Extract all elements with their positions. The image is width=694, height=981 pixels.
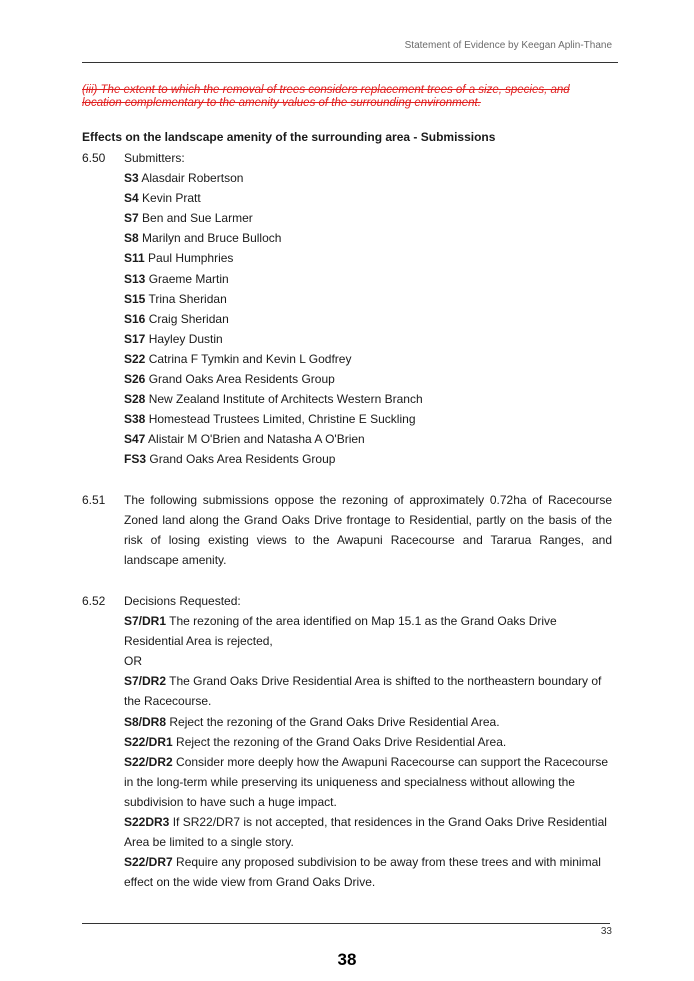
submitter-code: S3 <box>124 171 139 186</box>
submitter-name: Trina Sheridan <box>148 291 227 306</box>
paragraph-number: 6.51 <box>82 493 106 507</box>
paragraph-number: 6.50 <box>82 151 106 165</box>
submitter-item <box>124 329 612 349</box>
submitter-name: Grand Oaks Area Residents Group <box>149 452 336 467</box>
decision-text: The Grand Oaks Drive Residential Area is shifted to the northeastern boundary of the Racecourse. <box>124 674 602 709</box>
decision-item <box>124 812 612 852</box>
submitter-code: S13 <box>124 271 146 286</box>
submitter-name: Paul Humphries <box>148 251 234 266</box>
submitter-item <box>124 228 612 248</box>
submitter-item <box>124 309 612 329</box>
page-stamp-number: 38 <box>337 950 357 969</box>
paragraph-body <box>124 591 612 892</box>
decision-code: S7/DR2 <box>124 674 167 689</box>
paragraph-number: 6.52 <box>82 594 106 608</box>
submitter-name: New Zealand Institute of Architects Western Branch <box>148 392 423 407</box>
decision-code: S22/DR7 <box>124 855 173 870</box>
submitter-name: Grand Oaks Area Residents Group <box>148 372 335 387</box>
submitter-name: Graeme Martin <box>148 271 229 286</box>
decision-text: Require any proposed subdivision to be away from these trees and with minimal effect on the wide view from Grand Oaks Drive. <box>124 855 601 890</box>
decision-item <box>124 712 612 732</box>
submitter-list <box>124 168 612 469</box>
decision-code: S22/DR1 <box>124 734 173 749</box>
submitter-code: S11 <box>124 251 145 266</box>
submitter-item <box>124 168 612 188</box>
deleted-text: (iii) The extent to which the removal of trees considers replacement trees of a size, species, and location complementary to the amenity values of the surrounding environment. <box>82 84 570 109</box>
submitter-name: Alasdair Robertson <box>141 171 244 186</box>
submitter-code: S4 <box>124 191 139 206</box>
paragraph-label: Submitters: <box>124 151 185 165</box>
decision-code: S22/DR2 <box>124 754 173 769</box>
decision-text: OR <box>124 654 142 669</box>
submitter-code: S16 <box>124 311 146 326</box>
decision-code: S22DR3 <box>124 815 170 830</box>
footer-rule <box>82 923 610 924</box>
submitter-item <box>124 208 612 228</box>
section-heading: Effects on the landscape amenity of the surrounding area - Submissions <box>82 130 496 144</box>
submitter-name: Kevin Pratt <box>142 191 201 206</box>
decision-item <box>124 852 612 892</box>
decision-text: The rezoning of the area identified on Map 15.1 as the Grand Oaks Drive Residential Area is rejected, <box>124 614 557 649</box>
decision-code: S7/DR1 <box>124 614 167 629</box>
submitter-name: Catrina F Tymkin and Kevin L Godfrey <box>148 351 352 366</box>
submitter-item <box>124 369 612 389</box>
submitter-code: S28 <box>124 392 146 407</box>
paragraph-body: The following submissions oppose the rezoning of approximately 0.72ha of Racecourse Zoned land along the Grand Oaks Drive frontage to Residential, partly on the basis of the risk of losing existing views to the Awapuni Racecourse and Tararua Ranges, and landscape amenity. <box>124 493 612 568</box>
decision-item <box>124 752 612 812</box>
paragraph-label: Decisions Requested: <box>124 594 241 608</box>
submitter-item <box>124 389 612 409</box>
submitter-item <box>124 409 612 429</box>
decision-list <box>124 611 612 892</box>
submitter-item <box>124 429 612 449</box>
decision-item <box>124 732 612 752</box>
decision-text: Consider more deeply how the Awapuni Racecourse can support the Racecourse in the long-term while preserving its uniqueness and specialness without allowing the subdivision to have such a huge impact. <box>124 754 609 809</box>
page-header: Statement of Evidence by Keegan Aplin-Thane <box>404 40 612 51</box>
submitter-item <box>124 269 612 289</box>
header-rule <box>82 62 618 63</box>
submitter-code: S38 <box>124 412 146 427</box>
paragraph-body <box>124 148 612 470</box>
decision-text: Reject the rezoning of the Grand Oaks Drive Residential Area. <box>172 734 507 749</box>
submitter-name: Craig Sheridan <box>148 311 229 326</box>
submitter-code: S22 <box>124 351 146 366</box>
decision-item <box>124 671 612 711</box>
decision-item <box>124 611 612 651</box>
submitter-item <box>124 289 612 309</box>
decision-text: Reject the rezoning of the Grand Oaks Drive Residential Area. <box>166 714 500 729</box>
decision-text: If SR22/DR7 is not accepted, that residences in the Grand Oaks Drive Residential Area be limited to a single story. <box>124 815 607 850</box>
submitter-code: S8 <box>124 231 139 246</box>
page-number: 33 <box>600 926 612 937</box>
submitter-item <box>124 248 612 268</box>
submitter-code: S47 <box>124 432 146 447</box>
submitter-name: Hayley Dustin <box>148 331 223 346</box>
decision-item <box>124 651 612 671</box>
submitter-code: S7 <box>124 211 139 226</box>
submitter-code: S17 <box>124 331 146 346</box>
submitter-name: Ben and Sue Larmer <box>142 211 253 226</box>
submitter-code: FS3 <box>124 452 147 467</box>
submitter-code: S26 <box>124 372 146 387</box>
submitter-item <box>124 449 612 469</box>
submitter-name: Alistair M O'Brien and Natasha A O'Brien <box>148 432 365 447</box>
decision-code: S8/DR8 <box>124 714 167 729</box>
submitter-name: Marilyn and Bruce Bulloch <box>142 231 282 246</box>
submitter-item <box>124 349 612 369</box>
submitter-code: S15 <box>124 291 146 306</box>
submitter-item <box>124 188 612 208</box>
submitter-name: Homestead Trustees Limited, Christine E Suckling <box>148 412 416 427</box>
